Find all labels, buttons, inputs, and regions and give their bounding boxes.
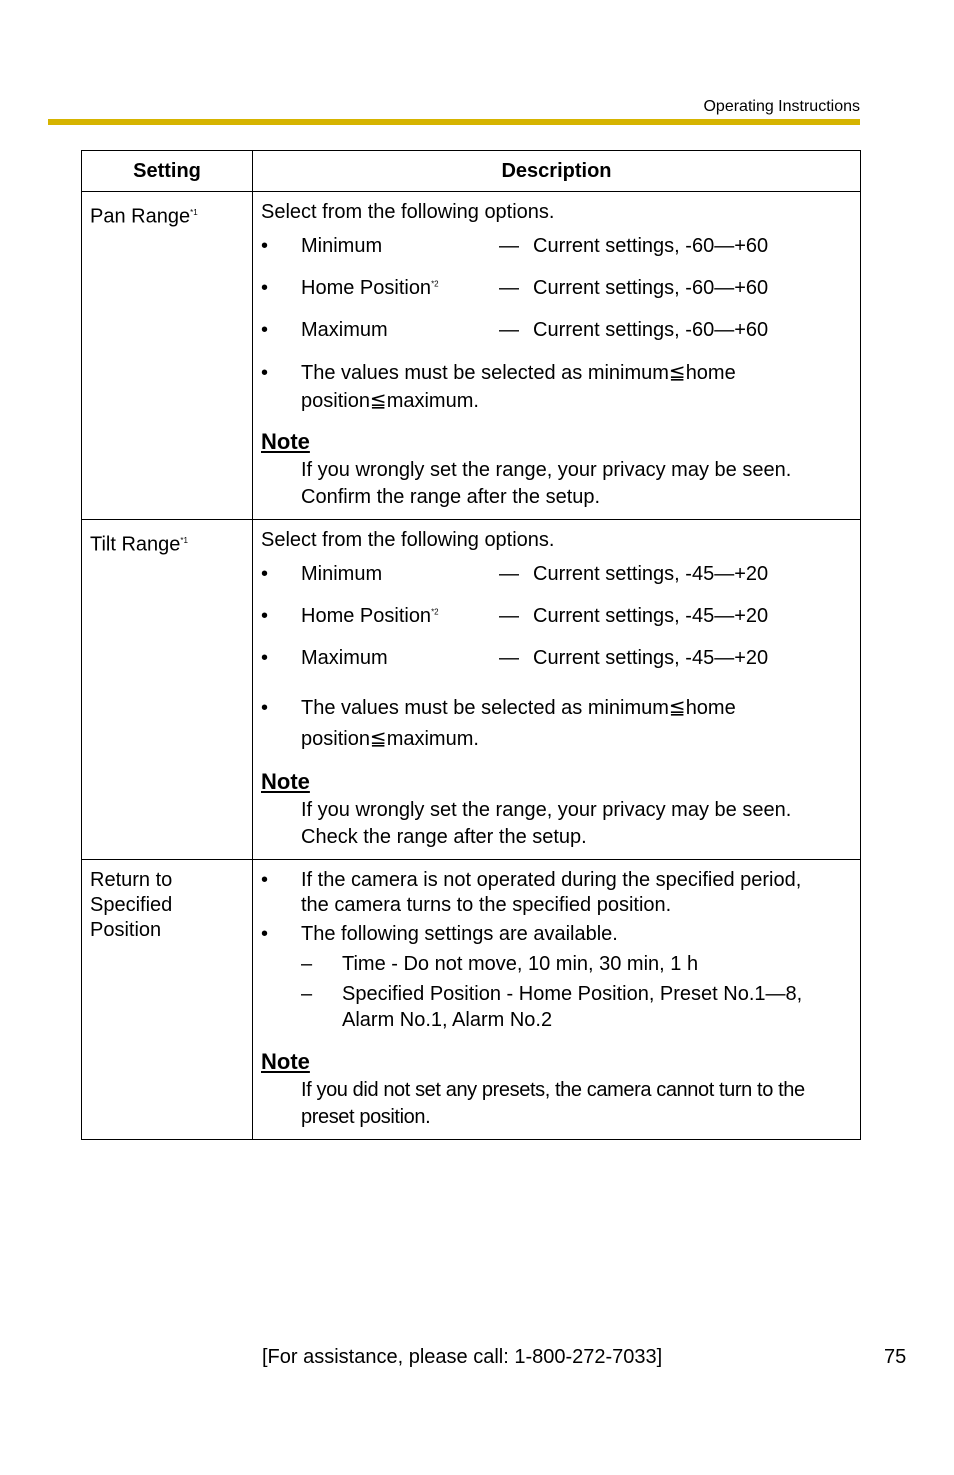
option-value: Current settings, -60—+60 [533, 276, 769, 299]
bullet: • [261, 697, 269, 719]
rule-line: The values must be selected as minimum≦home [301, 697, 736, 719]
note-line: Confirm the range after the setup. [301, 486, 601, 508]
intro-text: Select from the following options. [261, 529, 555, 551]
sub-item-line: Specified Position - Home Position, Preset No.1—8, [342, 983, 803, 1005]
rule-text [261, 693, 852, 755]
note-line: preset position. [301, 1106, 431, 1128]
option-value: Current settings, -60—+60 [533, 318, 769, 341]
bullet-item [261, 921, 852, 948]
table-row-return-position [82, 860, 861, 1140]
footnote-marker: *1 [190, 208, 198, 217]
dash: — [499, 276, 519, 299]
option-value: Current settings, -60—+60 [533, 234, 769, 257]
footnote-marker: *2 [431, 278, 439, 288]
bullet: • [261, 604, 269, 627]
dash: — [499, 318, 519, 341]
dash: – [301, 983, 313, 1005]
bullet-line: the camera turns to the specified position. [301, 894, 672, 916]
setting-cell [82, 520, 253, 860]
setting-name: Tilt Range [90, 533, 181, 556]
option-row [261, 553, 852, 595]
note-heading: Note [261, 429, 310, 454]
footnote-marker: *2 [431, 606, 439, 616]
option-name: Maximum [301, 318, 388, 341]
note-line: If you did not set any presets, the camera cannot turn to the [301, 1079, 805, 1101]
table-row-tilt-range [82, 520, 861, 860]
note-line: If you wrongly set the range, your privacy may be seen. [301, 799, 792, 821]
running-header: Operating Instructions [703, 98, 860, 115]
option-row [261, 225, 852, 267]
rule-text [261, 359, 852, 415]
note-heading: Note [261, 769, 310, 794]
note-heading: Note [261, 1049, 310, 1074]
option-name: Maximum [301, 646, 388, 669]
bullet: • [261, 869, 269, 891]
bullet: • [261, 362, 269, 384]
option-row [261, 267, 852, 309]
dash: — [499, 234, 519, 257]
option-value: Current settings, -45—+20 [533, 562, 769, 585]
intro-text: Select from the following options. [261, 201, 555, 223]
sub-item-line: Alarm No.1, Alarm No.2 [342, 1009, 553, 1031]
option-name: Minimum [301, 234, 383, 257]
column-header-setting: Setting [82, 151, 253, 192]
table-row-pan-range [82, 192, 861, 520]
setting-cell [82, 860, 253, 1140]
option-value: Current settings, -45—+20 [533, 646, 769, 669]
setting-name: Specified [90, 894, 173, 916]
note-line: If you wrongly set the range, your privacy may be seen. [301, 459, 792, 481]
bullet: • [261, 318, 269, 341]
rule-line: The values must be selected as minimum≦home [301, 362, 736, 384]
page-number: 75 [884, 1346, 907, 1368]
option-row [261, 637, 852, 679]
dash: — [499, 604, 519, 627]
option-name: Home Position [301, 604, 432, 627]
option-name: Home Position [301, 276, 432, 299]
sub-item-text: Time - Do not move, 10 min, 30 min, 1 h [342, 953, 699, 975]
bullet-item [261, 868, 852, 918]
note-line: Check the range after the setup. [301, 826, 587, 848]
column-header-description: Description [253, 151, 861, 192]
footnote-marker: *1 [180, 536, 188, 545]
note-text [261, 1077, 852, 1131]
header-rule [48, 119, 860, 125]
setting-name: Pan Range [90, 205, 191, 228]
rule-line: position≦maximum. [301, 390, 479, 412]
dash: — [499, 562, 519, 585]
rule-line: position≦maximum. [301, 728, 479, 750]
assistance-footer: [For assistance, please call: 1-800-272-7033] [262, 1346, 663, 1368]
sub-item [261, 951, 852, 978]
bullet: • [261, 276, 269, 299]
setting-name: Return to [90, 869, 173, 891]
note-text [261, 797, 852, 851]
bullet: • [261, 923, 269, 945]
settings-table [81, 150, 861, 1140]
setting-cell [82, 192, 253, 520]
description-cell [253, 192, 861, 520]
option-row [261, 309, 852, 351]
dash: – [301, 953, 313, 975]
option-name: Minimum [301, 562, 383, 585]
sub-item [261, 981, 852, 1033]
bullet: • [261, 562, 269, 585]
bullet-line: The following settings are available. [301, 923, 618, 945]
option-value: Current settings, -45—+20 [533, 604, 769, 627]
description-cell [253, 520, 861, 860]
bullet: • [261, 234, 269, 257]
note-text [261, 457, 852, 511]
description-cell [253, 860, 861, 1140]
option-row [261, 595, 852, 637]
bullet: • [261, 646, 269, 669]
bullet-line: If the camera is not operated during the specified period, [301, 869, 802, 891]
dash: — [499, 646, 519, 669]
setting-name: Position [90, 919, 162, 941]
table-header-row [82, 151, 861, 192]
